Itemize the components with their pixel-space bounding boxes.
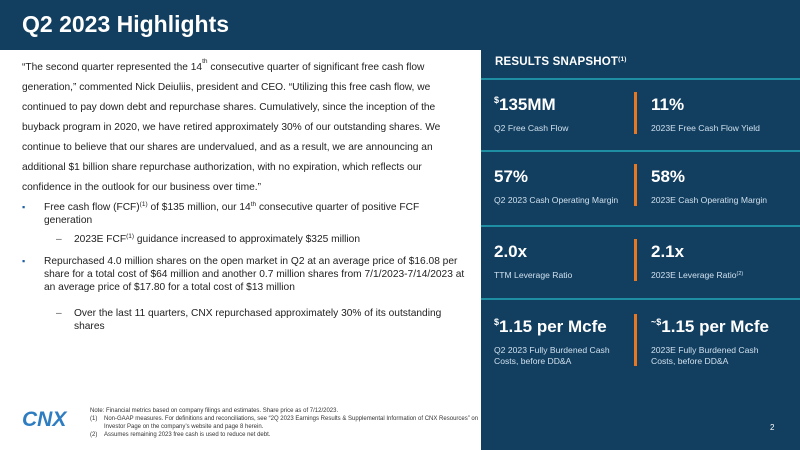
bullet-fcf-text-a: Free cash flow (FCF) xyxy=(44,202,140,213)
metric-value-text: 135MM xyxy=(499,95,556,114)
footnote-1-text: Non-GAAP measures. For definitions and reconciliations, see “2Q 2023 Earnings Results & Supplemental Information of CNX Resources” on Investor Page on the company’s website and page 8 herein. xyxy=(104,416,479,430)
subbullet-guidance xyxy=(22,233,467,246)
footnote-ref: (1) xyxy=(139,201,148,208)
bullet-repurchase-text: Repurchased 4.0 million shares on the open market in Q2 at an average price of $16.08 per share for a total cost of $64 million and another 0.7 million shares from 7/1/2023-7/14/2023 at an average price of $17.80 for a total cost of $13 million xyxy=(44,256,465,293)
metric-label: Q2 2023 Cash Operating Margin xyxy=(494,195,619,205)
metric-value-text: 1.15 per Mcfe xyxy=(661,317,769,336)
metric-q2-cash-costs xyxy=(494,317,634,367)
divider-line xyxy=(481,150,800,152)
divider-line xyxy=(481,78,800,80)
metric-value xyxy=(494,317,634,337)
footnote-ref: (2) xyxy=(736,271,744,277)
metric-fcf-yield xyxy=(651,95,791,134)
footnotes xyxy=(90,407,480,439)
divider-line xyxy=(481,298,800,300)
subbullet-guidance-text-b: guidance increased to approximately $325 million xyxy=(134,234,361,245)
title-bar xyxy=(0,0,481,50)
subbullet-guidance-text-a: 2023E FCF xyxy=(74,234,127,245)
bullet-marker: ▪ xyxy=(22,202,26,212)
metric-label xyxy=(651,270,791,281)
quote-text-part1: “The second quarter represented the 14 xyxy=(22,62,203,73)
subbullet-shares-text: Over the last 11 quarters, CNX repurchased approximately 30% of its outstanding shares xyxy=(74,308,442,332)
metric-value: 2.1x xyxy=(651,242,685,261)
metric-label: Q2 2023 Fully Burdened Cash Costs, before DD&A xyxy=(494,345,610,366)
bullet-marker: ▪ xyxy=(22,256,26,266)
metric-ttm-leverage xyxy=(494,242,634,281)
metric-label: Q2 Free Cash Flow xyxy=(494,123,569,133)
separator-bar xyxy=(634,314,637,366)
results-snapshot-panel xyxy=(481,0,800,450)
footnote-1-number: (1) xyxy=(90,416,98,422)
metric-label: 2023E Fully Burdened Cash Costs, before DD&A xyxy=(651,345,759,366)
metric-2023e-leverage xyxy=(651,242,791,281)
bullet-fcf-text-b: of $135 million, our 14 xyxy=(147,202,251,213)
separator-bar xyxy=(634,92,637,134)
metric-value: 57% xyxy=(494,167,529,186)
metric-q2-cash-margin xyxy=(494,167,634,206)
metric-2023e-cash-costs xyxy=(651,317,791,367)
metric-2023e-cash-margin xyxy=(651,167,791,206)
footnote-1 xyxy=(90,415,480,431)
footnote-ref: (1) xyxy=(618,56,627,63)
footnote-2 xyxy=(90,431,480,439)
currency-sup: ~$ xyxy=(651,317,662,327)
dash-marker: – xyxy=(56,308,62,319)
metric-value-text: 1.15 per Mcfe xyxy=(499,317,607,336)
page-number: 2 xyxy=(770,423,775,432)
logo-text: CNX xyxy=(22,408,67,431)
snapshot-title xyxy=(495,56,627,68)
quote-text-part2: consecutive quarter of significant free cash flow generation,” commented Nick Deiuliis, president and CEO. “Utilizing this free cash flow, we continued to pay down debt and repurchase shares. Cumulatively, since the inception of the buyback program in 2020, we have retired approximately 30% of our outstanding shares. We continue to believe that our shares are undervalued, and as a result, we are announcing an additional $1 billion share repurchase authorization, with no expiration, which reflects our confidence in the outlook for our business over time.” xyxy=(22,62,441,193)
metric-label: 2023E Cash Operating Margin xyxy=(651,195,768,205)
footnote-2-number: (2) xyxy=(90,432,98,438)
divider-line xyxy=(481,225,800,227)
footnote-ref: (1) xyxy=(126,233,135,240)
dash-marker: – xyxy=(56,234,62,245)
separator-bar xyxy=(634,164,637,206)
bullet-repurchase xyxy=(22,255,467,294)
metric-q2-fcf xyxy=(494,95,634,134)
metric-value: 2.0x xyxy=(494,242,528,261)
bullet-fcf-text-c: consecutive quarter of positive FCF generation xyxy=(44,202,420,226)
separator-bar xyxy=(634,239,637,281)
footnote-intro: Note: Financial metrics based on company filings and estimates. Share price as of 7/12/2023. xyxy=(90,408,339,414)
metric-value xyxy=(651,317,791,337)
currency-sup: $ xyxy=(494,317,500,327)
highlights-list xyxy=(22,201,467,342)
metric-value: 11% xyxy=(651,95,685,114)
ordinal-sup: th xyxy=(250,201,257,208)
bullet-fcf xyxy=(22,201,467,227)
page-title: Q2 2023 Highlights xyxy=(22,11,230,37)
cnx-logo xyxy=(21,404,73,432)
metric-label: 2023E Free Cash Flow Yield xyxy=(651,123,760,133)
quote-sup: th xyxy=(202,58,208,65)
footnote-2-text: Assumes remaining 2023 free cash is used to reduce net debt. xyxy=(104,432,271,438)
metric-value xyxy=(494,95,634,115)
currency-sup: $ xyxy=(494,95,500,105)
ceo-quote xyxy=(22,58,467,198)
subbullet-shares xyxy=(22,307,467,333)
metric-label: TTM Leverage Ratio xyxy=(494,270,573,280)
metric-label-text: 2023E Leverage Ratio xyxy=(651,270,737,280)
metric-value: 58% xyxy=(651,167,686,186)
snapshot-title-text: RESULTS SNAPSHOT xyxy=(495,56,619,68)
